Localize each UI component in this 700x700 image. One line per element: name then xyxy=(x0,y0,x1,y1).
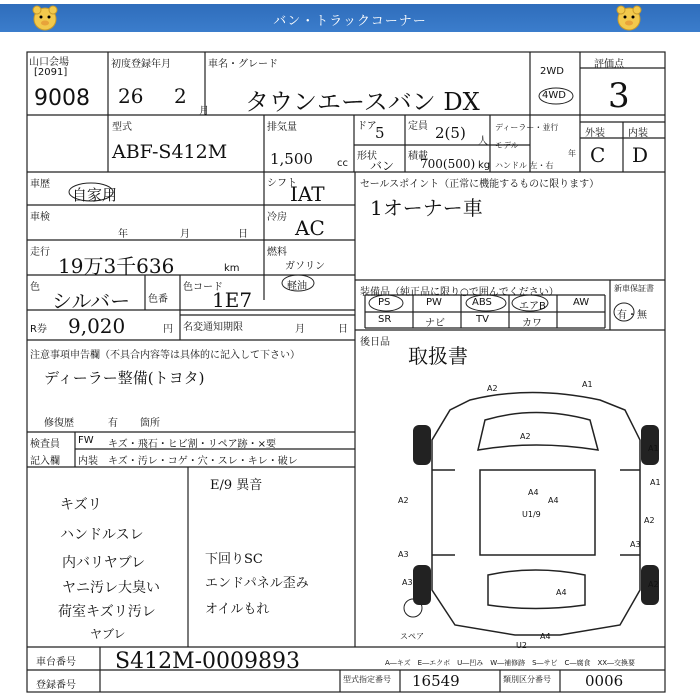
shift-value: IAT xyxy=(290,182,325,206)
load-label: 積載 xyxy=(408,151,428,162)
equipment-aw: AW xyxy=(573,297,590,308)
fuel-value: 軽油 xyxy=(287,281,307,292)
score-value: 3 xyxy=(608,76,630,116)
yen-label: 円 xyxy=(163,324,173,335)
lot-number: 9008 xyxy=(34,86,90,111)
diagram-mark: スペア xyxy=(400,632,424,641)
repair-history-label: 修復歴 xyxy=(44,418,74,429)
capacity-value: 2(5) xyxy=(435,124,466,142)
drive-4wd: 4WD xyxy=(542,90,566,101)
repair-place-label: 箇所 xyxy=(140,418,160,429)
warranty-value: 有・無 xyxy=(617,310,647,321)
load-value: 700(500) xyxy=(420,157,476,171)
repair-has-label: 有 xyxy=(108,418,118,429)
diagram-mark: A2 xyxy=(398,496,409,505)
diagram-mark: A3 xyxy=(630,540,641,549)
shape-label: 形状 xyxy=(357,151,377,162)
color-code-value: 1E7 xyxy=(212,288,253,312)
model-spec-value: 16549 xyxy=(412,672,460,690)
diagram-mark: A1 xyxy=(648,444,659,453)
right-note: エンドパネル歪み xyxy=(205,576,309,591)
defects-interior: キズ・汚レ・コゲ・穴・スレ・キレ・破レ xyxy=(108,456,298,467)
r-amount-value: 9,020 xyxy=(68,314,126,338)
diagram-mark: A4 xyxy=(548,496,559,505)
first-reg-year: 26 xyxy=(118,84,144,108)
handle-label: ハンドル 左・右 xyxy=(495,161,554,170)
inspector-note: 内バリヤブレ xyxy=(62,555,146,571)
inspector-note: ハンドルスレ xyxy=(60,527,144,543)
dealer-label: ディーラー・並行 xyxy=(495,123,559,132)
color-code-label: 色コード xyxy=(183,282,223,293)
notes-value: ディーラー整備(トヨタ) xyxy=(44,369,205,387)
interior-value: D xyxy=(632,143,649,167)
interior-label: 内装 xyxy=(628,128,648,139)
reg-no-label: 登録番号 xyxy=(36,680,76,691)
r-ticket-label: R券 xyxy=(30,324,47,335)
inspection-label: 車検 xyxy=(30,212,50,223)
diagram-mark: A2 xyxy=(648,580,659,589)
model-label: 型式 xyxy=(112,122,132,133)
later-label: 後日品 xyxy=(360,337,390,348)
equipment-label: 装備品（純正品に限り○で囲んでください） xyxy=(360,287,559,298)
diagram-mark: A3 xyxy=(402,578,413,587)
later-value: 取扱書 xyxy=(408,344,468,368)
equipment-abs: ABS xyxy=(472,297,492,308)
km-label: km xyxy=(224,263,240,274)
new-warranty-label: 新車保証書 xyxy=(614,284,654,293)
name-change-day: 日 xyxy=(338,324,348,335)
exterior-value: C xyxy=(590,143,606,167)
sales-point-label: セールスポイント（正常に機能するものに限ります） xyxy=(360,179,600,190)
diagram-mark: A2 xyxy=(520,432,531,441)
banner-title: バン・トラックコーナー xyxy=(273,14,427,29)
seq-number: [2091] xyxy=(34,67,68,78)
mileage-value: 19万3千636 xyxy=(58,254,175,278)
diagram-mark: A4 xyxy=(540,632,551,641)
cc-label: cc xyxy=(337,158,348,169)
inspector-note: E/9 異音 xyxy=(210,478,263,493)
kg-label: kg xyxy=(478,160,491,171)
category-no-value: 0006 xyxy=(585,672,624,690)
door-value: 5 xyxy=(375,124,385,142)
frame-no-value: S412M-0009893 xyxy=(115,649,301,674)
first-reg-label: 初度登録年月 xyxy=(111,59,171,70)
name-change-label: 名変通知期限 xyxy=(183,322,243,333)
inspector-label: 検査員 xyxy=(30,439,60,450)
right-note: オイルもれ xyxy=(205,602,270,617)
diagram-mark: A2 xyxy=(644,516,655,525)
car-type-value: 自家用 xyxy=(72,186,118,204)
inspector-note: キズリ xyxy=(60,497,102,513)
diagram-mark: A1 xyxy=(650,478,661,487)
equipment-sr: SR xyxy=(378,314,392,325)
mileage-label: 走行 xyxy=(30,247,50,258)
diagram-mark: A2 xyxy=(487,384,498,393)
fw-label: FW xyxy=(78,435,94,446)
model-spec-label: 型式指定番号 xyxy=(343,675,391,684)
sales-point-value: 1オーナー車 xyxy=(370,196,483,220)
car-type-label: 車歴 xyxy=(30,179,50,190)
first-reg-month: 2 xyxy=(174,84,187,108)
year-suffix: 年 xyxy=(568,149,576,158)
equipment-tv: TV xyxy=(476,314,489,325)
model-value: ABF-S412M xyxy=(112,141,228,163)
inspector-note: ヤブレ xyxy=(90,627,126,641)
damage-legend: A―キズ E―エクボ U―凹み W―補修跡 S―サビ C―腐食 XX―交換要 xyxy=(385,659,636,667)
score-label: 評価点 xyxy=(594,59,624,70)
venue-label: 山口会場 xyxy=(29,57,69,68)
displacement-label: 排気量 xyxy=(267,122,297,133)
drive-2wd: 2WD xyxy=(540,66,564,77)
equipment-ps: PS xyxy=(378,297,391,308)
shift-label: シフト xyxy=(267,178,297,189)
color-no-label: 色番 xyxy=(148,294,168,305)
category-no-label: 類別区分番号 xyxy=(503,675,551,684)
door-label: ドア xyxy=(357,121,377,132)
capacity-unit: 人 xyxy=(478,136,488,147)
diagram-mark: A1 xyxy=(582,380,593,389)
naiso-label: 内装 xyxy=(78,456,98,467)
diagram-mark: A3 xyxy=(398,550,409,559)
color-label: 色 xyxy=(30,282,40,293)
diagram-mark: U2 xyxy=(516,641,527,650)
diagram-mark: U1/9 xyxy=(522,510,541,519)
inspection-month: 月 xyxy=(180,229,190,240)
right-note: 下回りSC xyxy=(205,552,263,567)
color-value: シルバー xyxy=(52,289,131,313)
ac-value: AC xyxy=(295,216,325,240)
name-change-month: 月 xyxy=(295,324,305,335)
defects-exterior: キズ・飛石・ヒビ割・リペア跡・×要 xyxy=(108,439,276,450)
entry-label: 記入欄 xyxy=(30,456,60,467)
diagram-mark: A4 xyxy=(556,588,567,597)
model-year-label: モデル xyxy=(495,141,519,150)
diagram-mark: A4 xyxy=(528,488,539,497)
notes-title: 注意事項申告欄（不具合内容等は具体的に記入して下さい） xyxy=(30,350,300,361)
displacement-value: 1,500 xyxy=(270,150,313,168)
equipment-pw: PW xyxy=(426,297,442,308)
month-label: 月 xyxy=(199,106,209,117)
fuel-label: 燃料 xyxy=(267,247,287,258)
inspection-year: 年 xyxy=(118,229,128,240)
ac-label: 冷房 xyxy=(267,212,287,223)
equipment-navi: ナビ xyxy=(425,318,445,329)
inspection-day: 日 xyxy=(238,229,248,240)
exterior-label: 外装 xyxy=(585,128,605,139)
inspector-note: 荷室キズリ汚レ xyxy=(58,604,156,620)
car-name-label: 車名・グレード xyxy=(208,59,278,70)
car-name-value: タウンエースバン DX xyxy=(245,88,480,116)
inspector-note: ヤニ汚レ大臭い xyxy=(62,580,160,596)
fuel-gasoline: ガソリン xyxy=(285,261,325,272)
frame-no-label: 車台番号 xyxy=(36,657,76,668)
equipment-airbag: エアB xyxy=(519,301,546,312)
capacity-label: 定員 xyxy=(408,121,428,132)
shape-value: バン xyxy=(370,159,395,173)
equipment-leather: カワ xyxy=(522,318,542,329)
